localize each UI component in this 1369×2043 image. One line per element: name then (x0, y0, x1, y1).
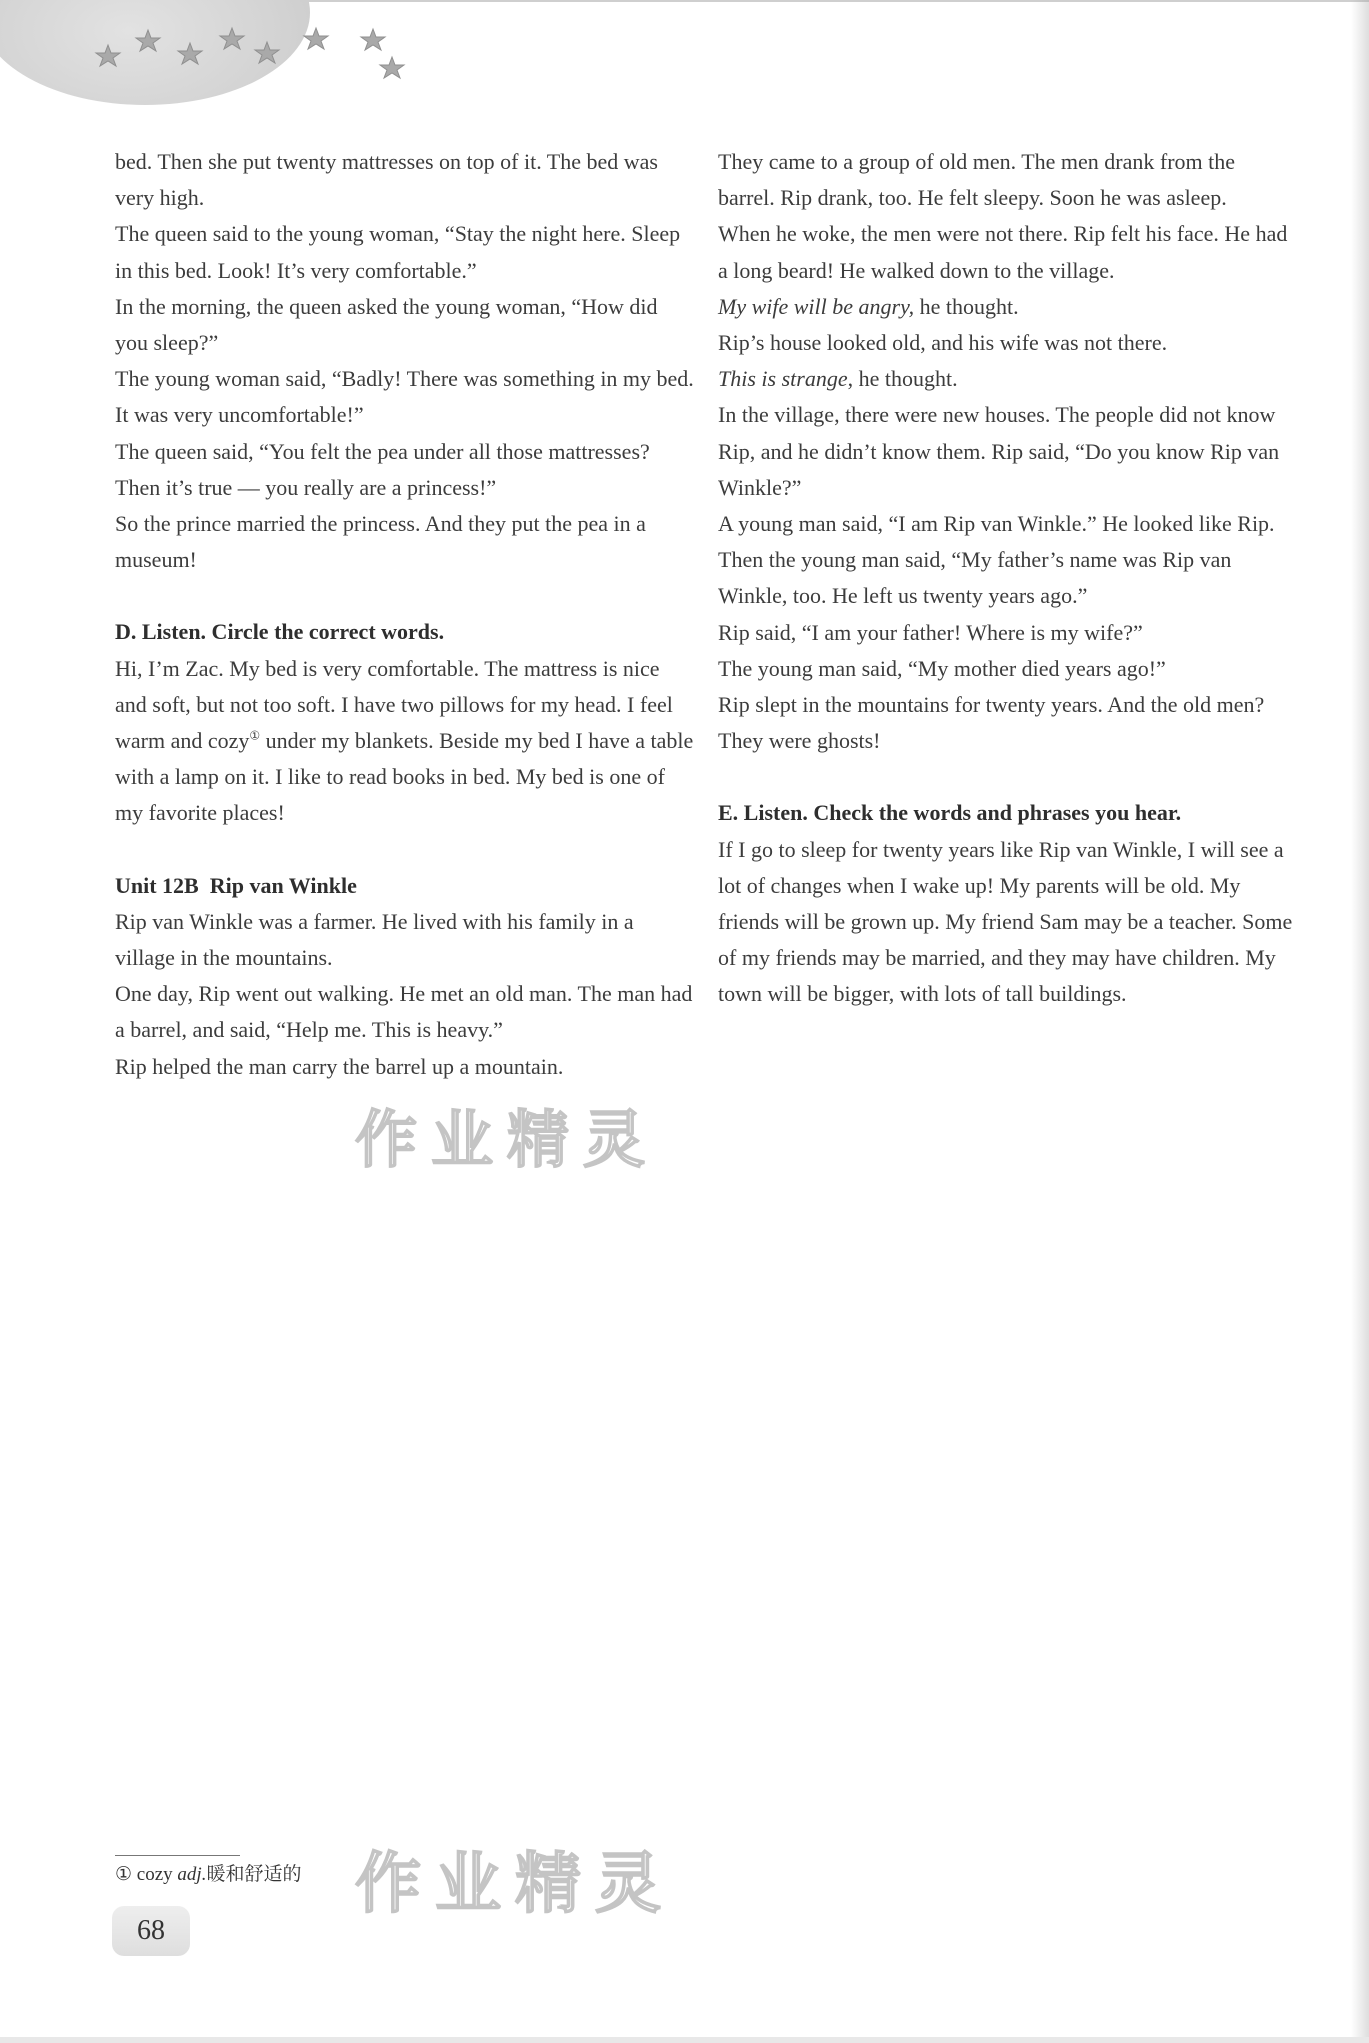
story-paragraph: One day, Rip went out walking. He met an old man. The man had a barrel, and said, “Help me. This is heavy.” (115, 981, 693, 1043)
story-paragraph: The young man said, “My mother died years ago!” (718, 655, 1166, 681)
section-d-text-part: under my blankets. Beside my bed I have a table with a lamp on it. I like to read books in bed. My bed is one of my favorite places! (115, 728, 694, 826)
footnote-mark: ① (115, 1864, 133, 1885)
thought-line (718, 289, 1293, 325)
story-paragraph: Rip slept in the mountains for twenty years. And the old men? They were ghosts! (718, 692, 1265, 754)
thought-rest: , he thought. (847, 366, 958, 392)
story-paragraph: In the morning, the queen asked the young woman, “How did you sleep?” (115, 293, 658, 356)
story-paragraph: Then the young man said, “My father’s name was Rip van Winkle, too. He left us twenty years ago.” (718, 547, 1232, 609)
page-edge-shadow (1351, 0, 1369, 2043)
footnote-word: cozy (132, 1864, 178, 1885)
star-icon (136, 30, 160, 51)
section-d-text (115, 651, 695, 832)
story-paragraph: A young man said, “I am Rip van Winkle.” He looked like Rip. (718, 511, 1275, 537)
footnote-pos: adj. (177, 1864, 207, 1885)
thought-rest: he thought. (914, 293, 1019, 319)
stars-decoration (0, 0, 420, 90)
page-bottom-edge (0, 2037, 1369, 2043)
story-paragraph: The queen said, “You felt the pea under all those mattresses? Then it’s true — you really are a princess!” (115, 438, 650, 500)
story-paragraph: Rip’s house looked old, and his wife was not there. (718, 330, 1168, 356)
star-icon (380, 57, 404, 78)
story-paragraph: The young woman said, “Badly! There was something in my bed. It was very uncomfortable!” (115, 366, 694, 428)
unit-12b-heading: Unit 12B Rip van Winkle (115, 872, 357, 898)
footnote-marker: ① (249, 728, 261, 743)
star-icon (220, 28, 244, 49)
section-e-heading: E. Listen. Check the words and phrases you hear. (718, 800, 1182, 826)
story-paragraph: The queen said to the young woman, “Stay the night here. Sleep in this bed. Look! It’s very comfortable.” (115, 221, 681, 283)
top-rule (300, 0, 1369, 2)
story-paragraph: In the village, there were new houses. The people did not know Rip, and he didn’t know them. Rip said, “Do you know Rip van Winkle?” (718, 402, 1280, 500)
star-icon (255, 42, 279, 63)
left-column (115, 144, 695, 1085)
star-icon (96, 45, 120, 66)
story-paragraph: Rip helped the man carry the barrel up a mountain. (115, 1053, 564, 1079)
story-paragraph: They came to a group of old men. The men drank from the barrel. Rip drank, too. He felt sleepy. Soon he was asleep. (718, 149, 1236, 211)
thought-line (718, 361, 1293, 397)
story-paragraph: Rip said, “I am your father! Where is my wife?” (718, 619, 1143, 645)
section-d-text-part: Hi, I’m Zac. My bed is very comfortable. The mattress is nice and soft, but not too soft. I have two pillows for my head. I feel warm and cozy (115, 655, 673, 754)
story-paragraph: When he woke, the men were not there. Rip felt his face. He had a long beard! He walked down to the village. (718, 221, 1288, 283)
thought-italic: This is strange (718, 366, 848, 392)
thought-italic: My wife will be angry, (718, 293, 915, 319)
story-paragraph: So the prince married the princess. And they put the pea in a museum! (115, 511, 646, 573)
story-paragraph: bed. Then she put twenty mattresses on top of it. The bed was very high. (115, 149, 658, 211)
section-e-text: If I go to sleep for twenty years like Rip van Winkle, I will see a lot of changes when I wake up! My parents will be old. My friends will be grown up. My friend Sam may be a teacher. Some of my friends may be married, and they may have children. My town will be bigger, with lots of tall buildings. (718, 836, 1293, 1007)
story-paragraph: Rip van Winkle was a farmer. He lived with his family in a village in the mountains. (115, 908, 634, 971)
right-column (718, 144, 1293, 1013)
watermark: 作业精灵 (355, 1103, 660, 1176)
footnote-meaning: 暖和舒适的 (206, 1863, 302, 1885)
watermark: 作业精灵 (355, 1845, 675, 1922)
star-icon (178, 43, 202, 64)
footnote-rule (115, 1855, 240, 1856)
footnote (115, 1860, 301, 1889)
star-icon (361, 29, 385, 50)
section-d-heading: D. Listen. Circle the correct words. (115, 619, 445, 645)
page-number: 68 (137, 1915, 165, 1946)
star-icon (304, 28, 328, 49)
